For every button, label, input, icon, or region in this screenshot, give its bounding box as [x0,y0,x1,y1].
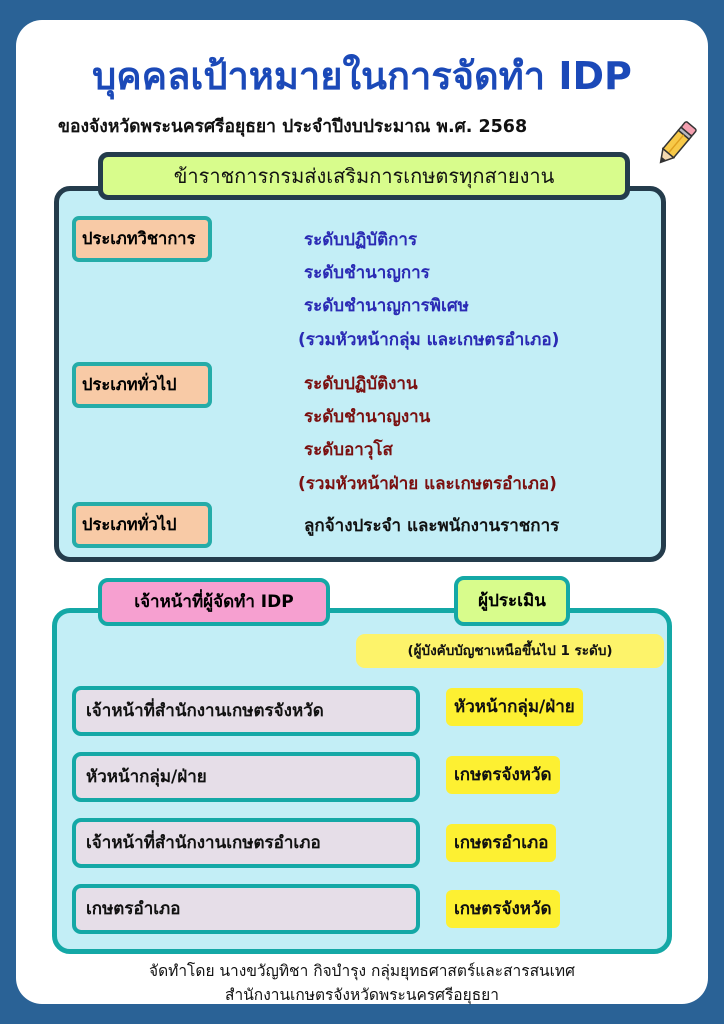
level-note: (รวมหัวหน้ากลุ่ม และเกษตรอำเภอ) [298,330,560,350]
footer-credit: จัดทำโดย นางขวัญทิชา กิจบำรุง กลุ่มยุทธศาสตร์และสารสนเทศ [148,962,575,980]
level-line: ระดับชำนาญงาน [304,407,431,427]
staff-heading: เจ้าหน้าที่ผู้จัดทำ IDP [98,578,330,626]
level-line: ระดับปฏิบัติงาน [304,374,418,394]
evaluator-note: (ผู้บังคับบัญชาเหนือขึ้นไป 1 ระดับ) [356,634,664,668]
staff-row: เกษตรอำเภอ [72,884,420,934]
level-line: ระดับชำนาญการ [304,263,430,283]
evaluator-heading: ผู้ประเมิน [454,576,570,626]
footer-office: สำนักงานเกษตรจังหวัดพระนครศรีอยุธยา [225,986,499,1004]
staff-row: เจ้าหน้าที่สำนักงานเกษตรจังหวัด [72,686,420,736]
evaluator-label: เกษตรจังหวัด [446,756,560,794]
staff-row: เจ้าหน้าที่สำนักงานเกษตรอำเภอ [72,818,420,868]
pencil-icon [652,118,700,170]
evaluator-label: หัวหน้ากลุ่ม/ฝ่าย [446,688,583,726]
evaluator-label: เกษตรอำเภอ [446,824,556,862]
level-line: ระดับปฏิบัติการ [304,230,418,250]
staff-row: หัวหน้ากลุ่ม/ฝ่าย [72,752,420,802]
tag-general: ประเภททั่วไป [72,362,212,408]
section1-heading: ข้าราชการกรมส่งเสริมการเกษตรทุกสายงาน [98,152,630,200]
tag-academic: ประเภทวิชาการ [72,216,212,262]
level-line: ระดับชำนาญการพิเศษ [304,296,469,316]
level-line: ระดับอาวุโส [304,440,393,460]
evaluator-label: เกษตรจังหวัด [446,890,560,928]
level-note: (รวมหัวหน้าฝ่าย และเกษตรอำเภอ) [298,474,557,494]
page-title: บุคคลเป้าหมายในการจัดทำ IDP [92,54,632,98]
level-line: ลูกจ้างประจำ และพนักงานราชการ [304,516,560,536]
tag-general-employees: ประเภททั่วไป [72,502,212,548]
page-subtitle: ของจังหวัดพระนครศรีอยุธยา ประจำปีงบประมาณ พ.ศ. 2568 [58,117,528,137]
